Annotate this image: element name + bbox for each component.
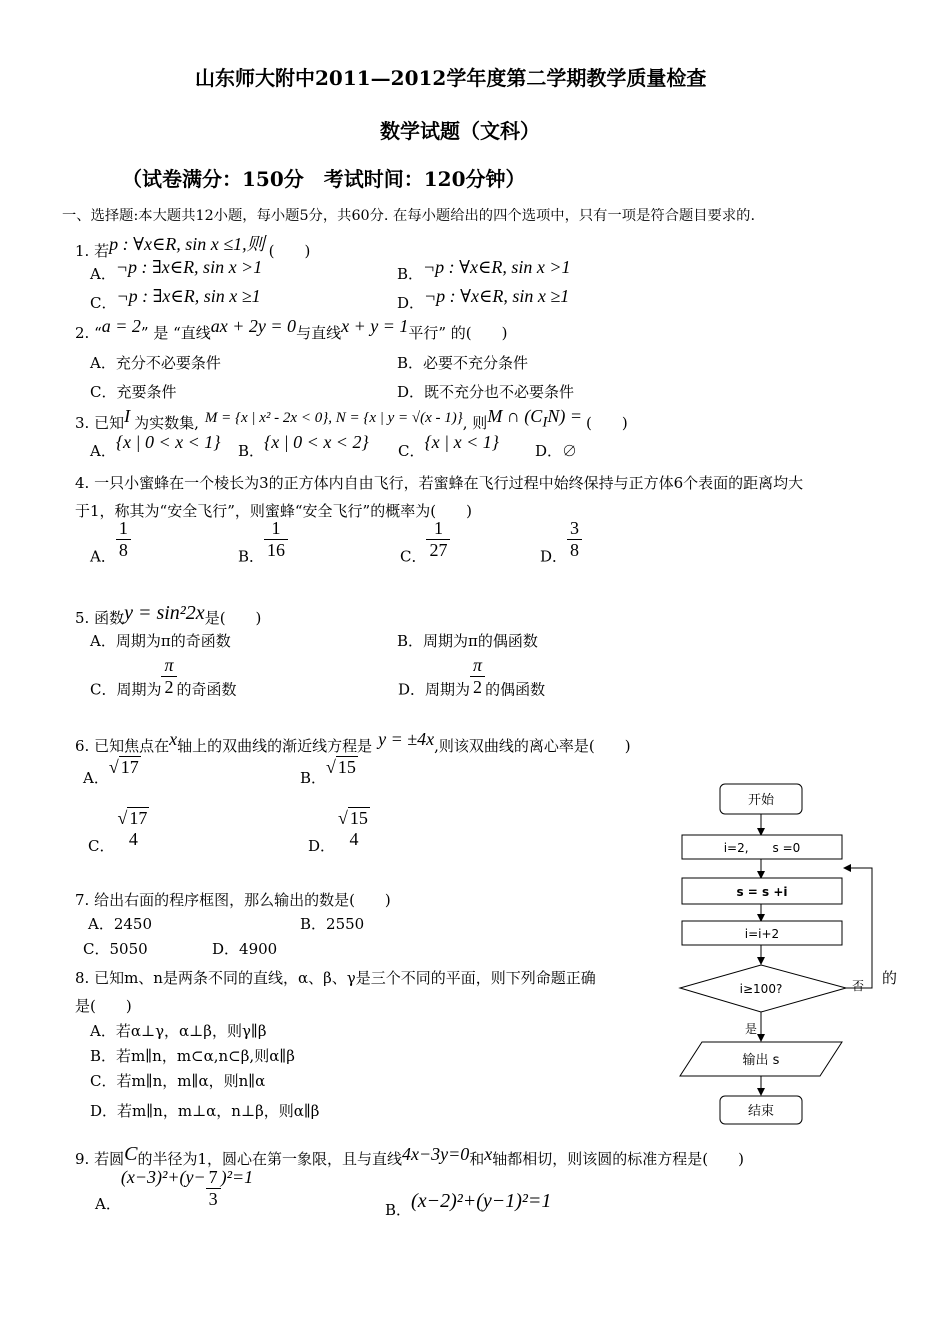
q3-option-b: B．{x | 0 < x < 2} [238, 432, 369, 460]
flow-no-label: 否 [852, 979, 865, 993]
q4-option-c: C． $\frac{1}{27}$ [400, 518, 450, 567]
q5-option-b: B．周期为π的偶函数 [397, 632, 538, 650]
q2-option-a: A．充分不必要条件 [90, 354, 221, 372]
q8-option-c: C．若m∥n，m∥α，则n∥α [90, 1072, 266, 1090]
q9-option-b: B．(x−2)²+(y−1)²=1 [385, 1190, 552, 1219]
q6-option-d: D． √ 15 4 [308, 808, 368, 855]
q1-option-d: D．¬p : ∀x∈R, sin x ≥1 [397, 286, 570, 312]
q9-option-a: A．(x−3)²+(y− $\frac{7}{3}$ )²=1 [95, 1167, 254, 1213]
q3-option-c: C．{x | x < 1} [398, 432, 499, 460]
q7-option-c: C．5050 [83, 940, 148, 958]
section-heading: 一、选择题:本大题共12小题，每小题5分，共60分. 在每小题给出的四个选项中，只有一项是符合题目要求的. [62, 208, 755, 224]
q5-stem: 5. 函数y = sin²2x是( ) [75, 602, 262, 627]
q2-stem: 2. “a = 2” 是 “直线ax + 2y = 0与直线x + y = 1平行” 的( ) [75, 316, 508, 342]
q2-option-d: D．既不充分也不必要条件 [397, 383, 575, 401]
q5-option-d: D．周期为 $\frac{\pi}{2}$ 的偶函数 [398, 655, 546, 699]
q7-stem: 7. 给出右面的程序框图，那么输出的数是( ) [75, 891, 391, 909]
q1-option-b: B．¬p : ∀x∈R, sin x >1 [397, 257, 571, 283]
q8-line1: 8. 已知m、n是两条不同的直线，α、β、γ是三个不同的平面，则下列命题正确 [75, 969, 596, 987]
q4-line2: 于1，称其为“安全飞行”，则蜜蜂“安全飞行”的概率为( ) [75, 502, 472, 520]
q8-option-a: A．若α⊥γ，α⊥β，则γ∥β [90, 1022, 267, 1040]
q4-line1: 4. 一只小蜜蜂在一个棱长为3的正方体内自由飞行，若蜜蜂在飞行过程中始终保持与正方体6个表面的距离均大 [75, 474, 804, 492]
q2-option-b: B．必要不充分条件 [397, 354, 529, 372]
q5-option-a: A．周期为π的奇函数 [90, 632, 231, 650]
q7-option-a: A．2450 [88, 915, 153, 933]
q9-stem: 9. 若圆C的半径为1，圆心在第一象限，且与直线4x−3y=0和x轴都相切，则该圆的标准方程是( ) [75, 1143, 744, 1168]
program-flowchart [670, 780, 910, 1130]
q6-option-c: C． √ 17 4 [88, 808, 148, 855]
q5-option-c: C．周期为 $\frac{\pi}{2}$ 的奇函数 [90, 655, 237, 699]
flow-increment-label: i=i+2 [744, 927, 780, 941]
q4-option-b: B． $\frac{1}{16}$ [238, 518, 288, 567]
page-title: 山东师大附中2011—2012学年度第二学期教学质量检查 [195, 66, 707, 90]
subject-title: 数学试题（文科） [380, 119, 540, 143]
q8-line1-end: 的 [882, 969, 898, 987]
q7-option-d: D．4900 [212, 940, 278, 958]
q6-stem: 6. 已知焦点在x轴上的双曲线的渐近线方程是 y = ±4x,则该双曲线的离心率是( ) [75, 729, 631, 755]
q4-option-d: D． $\frac{3}{8}$ [540, 518, 582, 567]
q6-option-b: B．√ 15 [300, 757, 356, 787]
exam-info: （试卷满分：150分 考试时间：120分钟） [122, 167, 526, 191]
flow-condition-label: i≥100? [739, 982, 783, 996]
q6-option-a: A．√ 17 [83, 757, 139, 787]
q1-stem: 1. 若p : ∀x∈R, sin x ≤1,则 ( ) [75, 234, 311, 260]
q1-option-c: C．¬p : ∃x∈R, sin x ≥1 [90, 286, 261, 312]
q3-option-a: A．{x | 0 < x < 1} [90, 432, 221, 460]
flow-yes-label: 是 [745, 1022, 758, 1036]
q4-option-a: A． $\frac{1}{8}$ [90, 518, 131, 567]
q8-line2: 是( ) [75, 997, 132, 1015]
q1-option-a: A．¬p : ∃x∈R, sin x >1 [90, 257, 263, 283]
q2-option-c: C．充要条件 [90, 383, 177, 401]
flow-init-label: i=2, s =0 [723, 841, 801, 855]
q3-option-d: D．∅ [535, 442, 578, 460]
q8-option-b: B．若m∥n，m⊂α,n⊂β,则α∥β [90, 1047, 295, 1065]
q8-option-d: D．若m∥n，m⊥α，n⊥β，则α∥β [90, 1102, 320, 1120]
flow-start-label: 开始 [747, 793, 775, 808]
flow-output-label: 输出 s [742, 1053, 780, 1068]
flow-end-label: 结束 [747, 1104, 775, 1119]
flow-loop-arrow [845, 868, 872, 988]
flow-sum-label: s = s +i [736, 885, 788, 899]
q7-option-b: B．2550 [300, 915, 365, 933]
q3-stem: 3. 已知I 为实数集, M = {x | x² - 2x < 0}, N = {x | y = √(x - 1)}, 则M ∩ $(C_IN)$ = ( ) [75, 406, 628, 432]
